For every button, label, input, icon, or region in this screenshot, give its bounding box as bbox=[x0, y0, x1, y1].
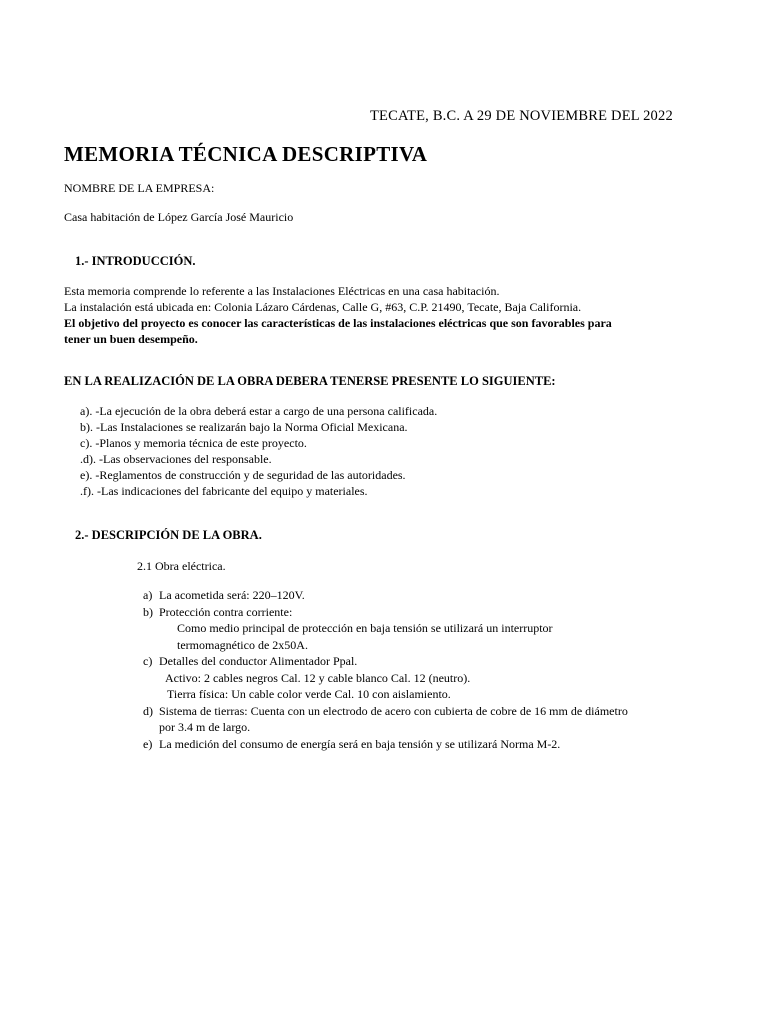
date-line: TECATE, B.C. A 29 DE NOVIEMBRE DEL 2022 bbox=[370, 108, 673, 124]
item-text-continuation: termomagnético de 2x50A. bbox=[177, 637, 308, 652]
intro-line-1: Esta memoria comprende lo referente a las Instalaciones Eléctricas en una casa habitación. bbox=[64, 284, 500, 298]
item-marker: b) bbox=[143, 604, 153, 619]
item-marker: a) bbox=[143, 588, 153, 602]
list-item: .f). -Las indicaciones del fabricante del equipo y materiales. bbox=[80, 484, 368, 498]
list-item: e). -Reglamentos de construcción y de seguridad de las autoridades. bbox=[80, 468, 406, 482]
description-heading: 2.- DESCRIPCIÓN DE LA OBRA. bbox=[75, 528, 262, 542]
list-item: b). -Las Instalaciones se realizarán bajo la Norma Oficial Mexicana. bbox=[80, 420, 408, 434]
list-item bbox=[143, 587, 673, 604]
item-marker: c) bbox=[143, 654, 153, 668]
item-text-continuation: Activo: 2 cables negros Cal. 12 y cable blanco Cal. 12 (neutro). bbox=[165, 670, 471, 685]
item-text-continuation: Tierra física: Un cable color verde Cal. 10 con aislamiento. bbox=[167, 687, 451, 701]
list-item bbox=[143, 703, 673, 736]
list-item: c). -Planos y memoria técnica de este proyecto. bbox=[80, 436, 307, 450]
list-item: .d). -Las observaciones del responsable. bbox=[80, 452, 272, 466]
item-text: Detalles del conductor Alimentador Ppal. bbox=[159, 654, 358, 668]
item-text-continuation: por 3.4 m de largo. bbox=[159, 720, 251, 734]
list-item bbox=[143, 604, 673, 654]
requirements-heading: EN LA REALIZACIÓN DE LA OBRA DEBERA TENERSE PRESENTE LO SIGUIENTE: bbox=[64, 374, 556, 388]
list-item bbox=[143, 736, 673, 753]
company-name: Casa habitación de López García José Mauricio bbox=[64, 210, 294, 224]
description-list bbox=[143, 587, 673, 752]
intro-line-2: La instalación está ubicada en: Colonia Lázaro Cárdenas, Calle G, #63, C.P. 21490, Tecate, Baja California. bbox=[64, 300, 582, 314]
requirements-list bbox=[80, 403, 437, 499]
list-item: a). -La ejecución de la obra deberá estar a cargo de una persona calificada. bbox=[80, 404, 438, 418]
item-text: La acometida será: 220–120V. bbox=[159, 588, 305, 602]
item-marker: e) bbox=[143, 736, 153, 751]
objective-line-1: El objetivo del proyecto es conocer las características de las instalaciones eléctricas que son favorables para bbox=[64, 316, 612, 330]
item-text: La medición del consumo de energía será en baja tensión y se utilizará Norma M-2. bbox=[159, 736, 561, 751]
objective-line-2: tener un buen desempeño. bbox=[64, 332, 198, 346]
intro-paragraph bbox=[64, 283, 664, 347]
item-text: Sistema de tierras: Cuenta con un electrodo de acero con cubierta de cobre de 16 mm de diámetro bbox=[159, 703, 628, 718]
company-label: NOMBRE DE LA EMPRESA: bbox=[64, 181, 215, 195]
list-item bbox=[143, 653, 673, 703]
document-title: MEMORIA TÉCNICA DESCRIPTIVA bbox=[64, 142, 428, 166]
item-marker: d) bbox=[143, 703, 153, 718]
item-text-continuation: Como medio principal de protección en baja tensión se utilizará un interruptor bbox=[177, 621, 553, 635]
intro-heading: 1.- INTRODUCCIÓN. bbox=[75, 254, 196, 268]
item-text: Protección contra corriente: bbox=[159, 604, 293, 619]
subsection-heading: 2.1 Obra eléctrica. bbox=[137, 559, 226, 573]
